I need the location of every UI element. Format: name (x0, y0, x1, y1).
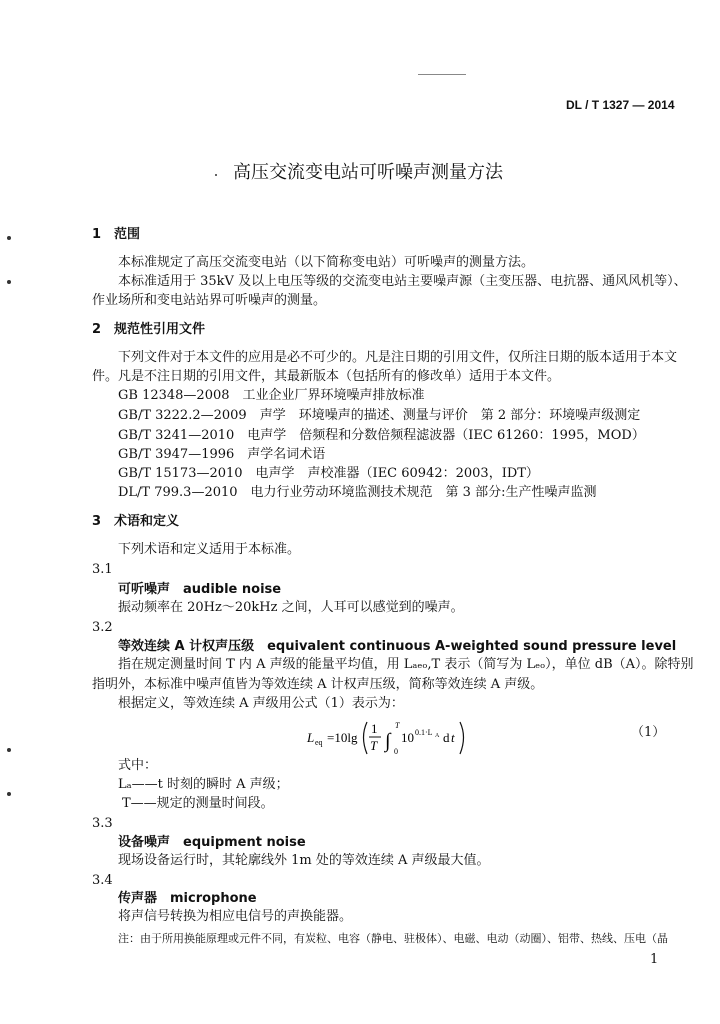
svg-text:d: d (443, 730, 450, 745)
term-number: 3.1 (92, 562, 113, 577)
symbol-definition: T——规定的测量时间段。 (122, 796, 274, 811)
reference-item: GB 12348—2008 工业企业厂界环境噪声排放标准 (118, 388, 425, 403)
svg-text:1: 1 (371, 721, 378, 736)
term-number: 3.3 (92, 816, 113, 831)
scan-mark (7, 792, 11, 796)
paragraph: 下列文件对于本文件的应用是必不可少的。凡是注日期的引用文件，仅所注日期的版本适用于本文 (118, 350, 678, 365)
svg-text:∫: ∫ (385, 730, 391, 752)
note: 注：由于所用换能原理或元件不同，有炭粒、电容（静电、驻极体）、电磁、电动（动圈）、铝带、热线、压电（晶 (118, 932, 668, 945)
svg-text:0: 0 (394, 747, 398, 756)
reference-item: GB/T 3222.2—2009 声学 环境噪声的描述、测量与评价 第 2 部分：环境噪声级测定 (118, 408, 641, 423)
equation (305, 714, 475, 760)
svg-text:10: 10 (401, 730, 414, 745)
term-title: 传声器 microphone (118, 891, 257, 906)
svg-text:0.1·L: 0.1·L (415, 728, 433, 737)
page-number: 1 (650, 952, 659, 967)
svg-text:T: T (370, 738, 378, 753)
term-definition: 将声信号转换为相应电信号的声换能器。 (118, 909, 353, 924)
term-title: 等效连续 A 计权声压级 equivalent continuous A-weighted sound pressure level (118, 639, 677, 654)
term-number: 3.2 (92, 620, 113, 635)
equation-number: （1） (631, 725, 666, 740)
paragraph: 本标准适用于 35kV 及以上电压等级的交流变电站主要噪声源（主变压器、电抗器、通风风机等）、 (118, 274, 687, 289)
svg-text:eq: eq (315, 738, 323, 747)
reference-item: GB/T 3241—2010 电声学 倍频程和分数倍频程滤波器（IEC 61260：1995，MOD） (118, 428, 645, 443)
paragraph: 作业场所和变电站站界可听噪声的测量。 (92, 293, 327, 308)
scan-mark (7, 280, 11, 284)
section-heading: 2 规范性引用文件 (92, 322, 206, 337)
paragraph: 式中： (118, 758, 158, 773)
section-heading: 1 范围 (92, 227, 141, 242)
svg-text:=10lg: =10lg (327, 730, 358, 745)
term-definition: 指明外，本标准中噪声值皆为等效连续 A 计权声压级，简称等效连续 A 声级。 (92, 677, 544, 692)
term-definition: 现场设备运行时，其轮廓线外 1m 处的等效连续 A 声级最大值。 (118, 853, 490, 868)
term-title: 设备噪声 equipment noise (118, 835, 306, 850)
scan-rule (418, 74, 466, 75)
reference-item: GB/T 15173—2010 电声学 声校准器（IEC 60942：2003，IDT） (118, 466, 539, 481)
document-code: DL / T 1327 — 2014 (566, 98, 675, 112)
term-definition: 根据定义，等效连续 A 声级用公式（1）表示为： (118, 696, 404, 711)
scan-mark (7, 236, 11, 240)
term-number: 3.4 (92, 873, 113, 888)
scan-mark (215, 174, 217, 176)
svg-text:t: t (451, 730, 455, 745)
paragraph: 本标准规定了高压交流变电站（以下简称变电站）可听噪声的测量方法。 (118, 255, 535, 270)
section-heading: 3 术语和定义 (92, 514, 180, 529)
term-definition: 指在规定测量时间 T 内 A 声级的能量平均值，用 Lₐₑₒ,T 表示（简写为 Lₑₒ），单位 dB（A）。除特别 (118, 657, 694, 672)
paragraph: 下列术语和定义适用于本标准。 (118, 542, 301, 557)
reference-item: DL/T 799.3—2010 电力行业劳动环境监测技术规范 第 3 部分:生产性噪声监测 (118, 485, 597, 500)
page-title: 高压交流变电站可听噪声测量方法 (233, 162, 503, 183)
svg-text:T: T (395, 721, 400, 730)
scan-mark (7, 748, 11, 752)
paragraph: 件。凡是不注日期的引用文件，其最新版本（包括所有的修改单）适用于本文件。 (92, 369, 561, 384)
term-definition: 振动频率在 20Hz～20kHz 之间，人耳可以感觉到的噪声。 (118, 600, 464, 615)
term-title: 可听噪声 audible noise (118, 582, 282, 597)
symbol-definition: Lₐ——t 时刻的瞬时 A 声级； (118, 777, 289, 792)
reference-item: GB/T 3947—1996 声学名词术语 (118, 447, 326, 462)
svg-text:A: A (435, 733, 440, 739)
svg-text:L: L (307, 730, 315, 745)
